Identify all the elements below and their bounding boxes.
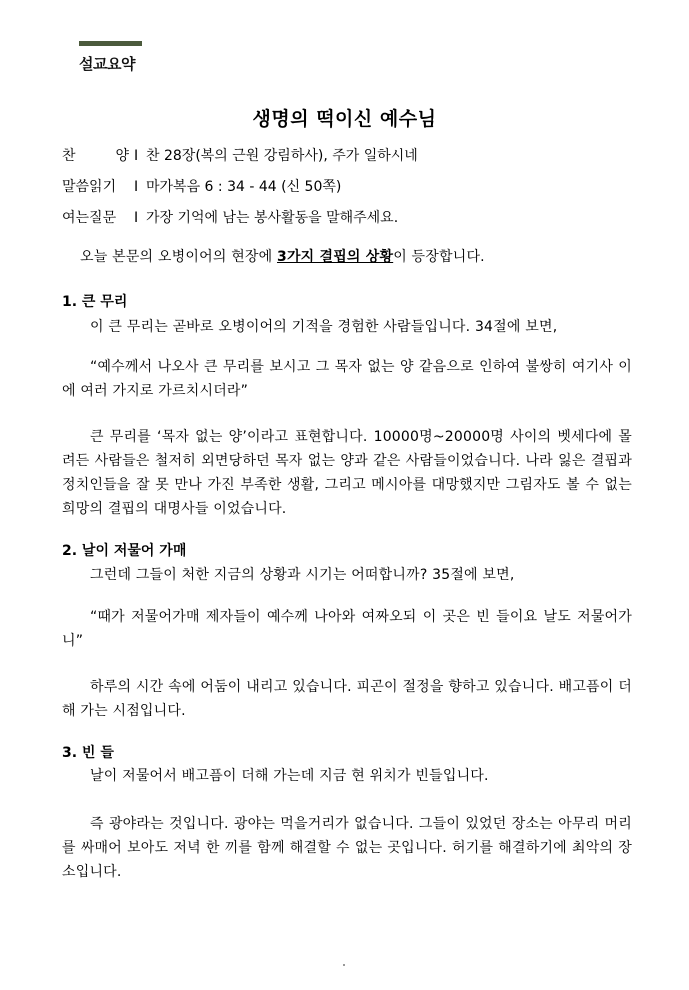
hymn-label-a: 찬 <box>62 148 76 164</box>
section-2-heading: 2. 날이 저물어 가매 <box>62 543 187 559</box>
section-2-quote: “때가 저물어가매 제자들이 예수께 나아와 여짜오되 이 곳은 빈 들이요 날도 저물어가니” <box>62 609 632 649</box>
section-2-paragraph: 그런데 그들이 처한 지금의 상황과 시기는 어떠합니까? 35절에 보면, <box>90 567 515 583</box>
section-3-heading: 3. 빈 들 <box>62 745 114 761</box>
separator: I <box>134 210 139 226</box>
intro-text-end: 이 등장합니다. <box>393 249 485 265</box>
question-value: 가장 기억에 남는 봉사활동을 말해주세요. <box>146 210 399 226</box>
section-2-body: 하루의 시간 속에 어둠이 내리고 있습니다. 피곤이 절정을 향하고 있습니다. 배고픔이 더해 가는 시점입니다. <box>62 679 632 719</box>
separator: I <box>134 148 139 164</box>
question-row <box>62 209 398 227</box>
section-1-heading: 1. 큰 무리 <box>62 294 128 310</box>
page-mark <box>343 964 345 966</box>
intro-highlight: 3가지 결핍의 상황 <box>277 249 394 265</box>
reading-value: 마가복음 6 : 34 - 44 (신 50쪽) <box>146 179 342 195</box>
header-label: 설교요약 <box>79 55 135 73</box>
hymn-row <box>62 147 418 165</box>
question-label: 여는질문 <box>62 210 117 226</box>
reading-label: 말씀읽기 <box>62 179 117 195</box>
section-1-quote: “예수께서 나오사 큰 무리를 보시고 그 목자 없는 양 같음으로 인하여 불쌍히 여기사 이에 여러 가지로 가르치시더라” <box>62 359 632 399</box>
header-bar <box>79 41 142 46</box>
hymn-value: 찬 28장(복의 근원 강림하사), 주가 일하시네 <box>146 148 418 164</box>
separator: I <box>134 179 139 195</box>
section-1-body: 큰 무리를 ‘목자 없는 양’이라고 표현합니다. 10000명~20000명 사이의 벳세다에 몰려든 사람들은 철저히 외면당하던 목자 없는 양과 같은 사람들이었습니다. 나라 잃은 결핍과 정치인들을 잘 못 만나 가진 부족한 생활, 그리고 메시아를 대망했지만 그림자도 볼 수 없는 희망의 결핍의 대명사들 이었습니다. <box>62 429 632 517</box>
reading-row <box>62 178 341 196</box>
page-title: 생명의 떡이신 예수님 <box>252 108 437 130</box>
intro-text: 오늘 본문의 오병이어의 현장에 <box>80 249 278 265</box>
hymn-label-b: 양 <box>115 148 130 164</box>
section-3-paragraph: 날이 저물어서 배고픔이 더해 가는데 지금 현 위치가 빈들입니다. <box>90 768 489 784</box>
intro-paragraph <box>80 245 640 269</box>
section-3-body: 즉 광야라는 것입니다. 광야는 먹을거리가 없습니다. 그들이 있었던 장소는 아무리 머리를 싸매어 보아도 저녁 한 끼를 함께 해결할 수 없는 곳입니다. 허기를 해결하기에 최악의 장소입니다. <box>62 816 632 880</box>
section-1-paragraph: 이 큰 무리는 곧바로 오병이어의 기적을 경험한 사람들입니다. 34절에 보면, <box>90 319 558 335</box>
